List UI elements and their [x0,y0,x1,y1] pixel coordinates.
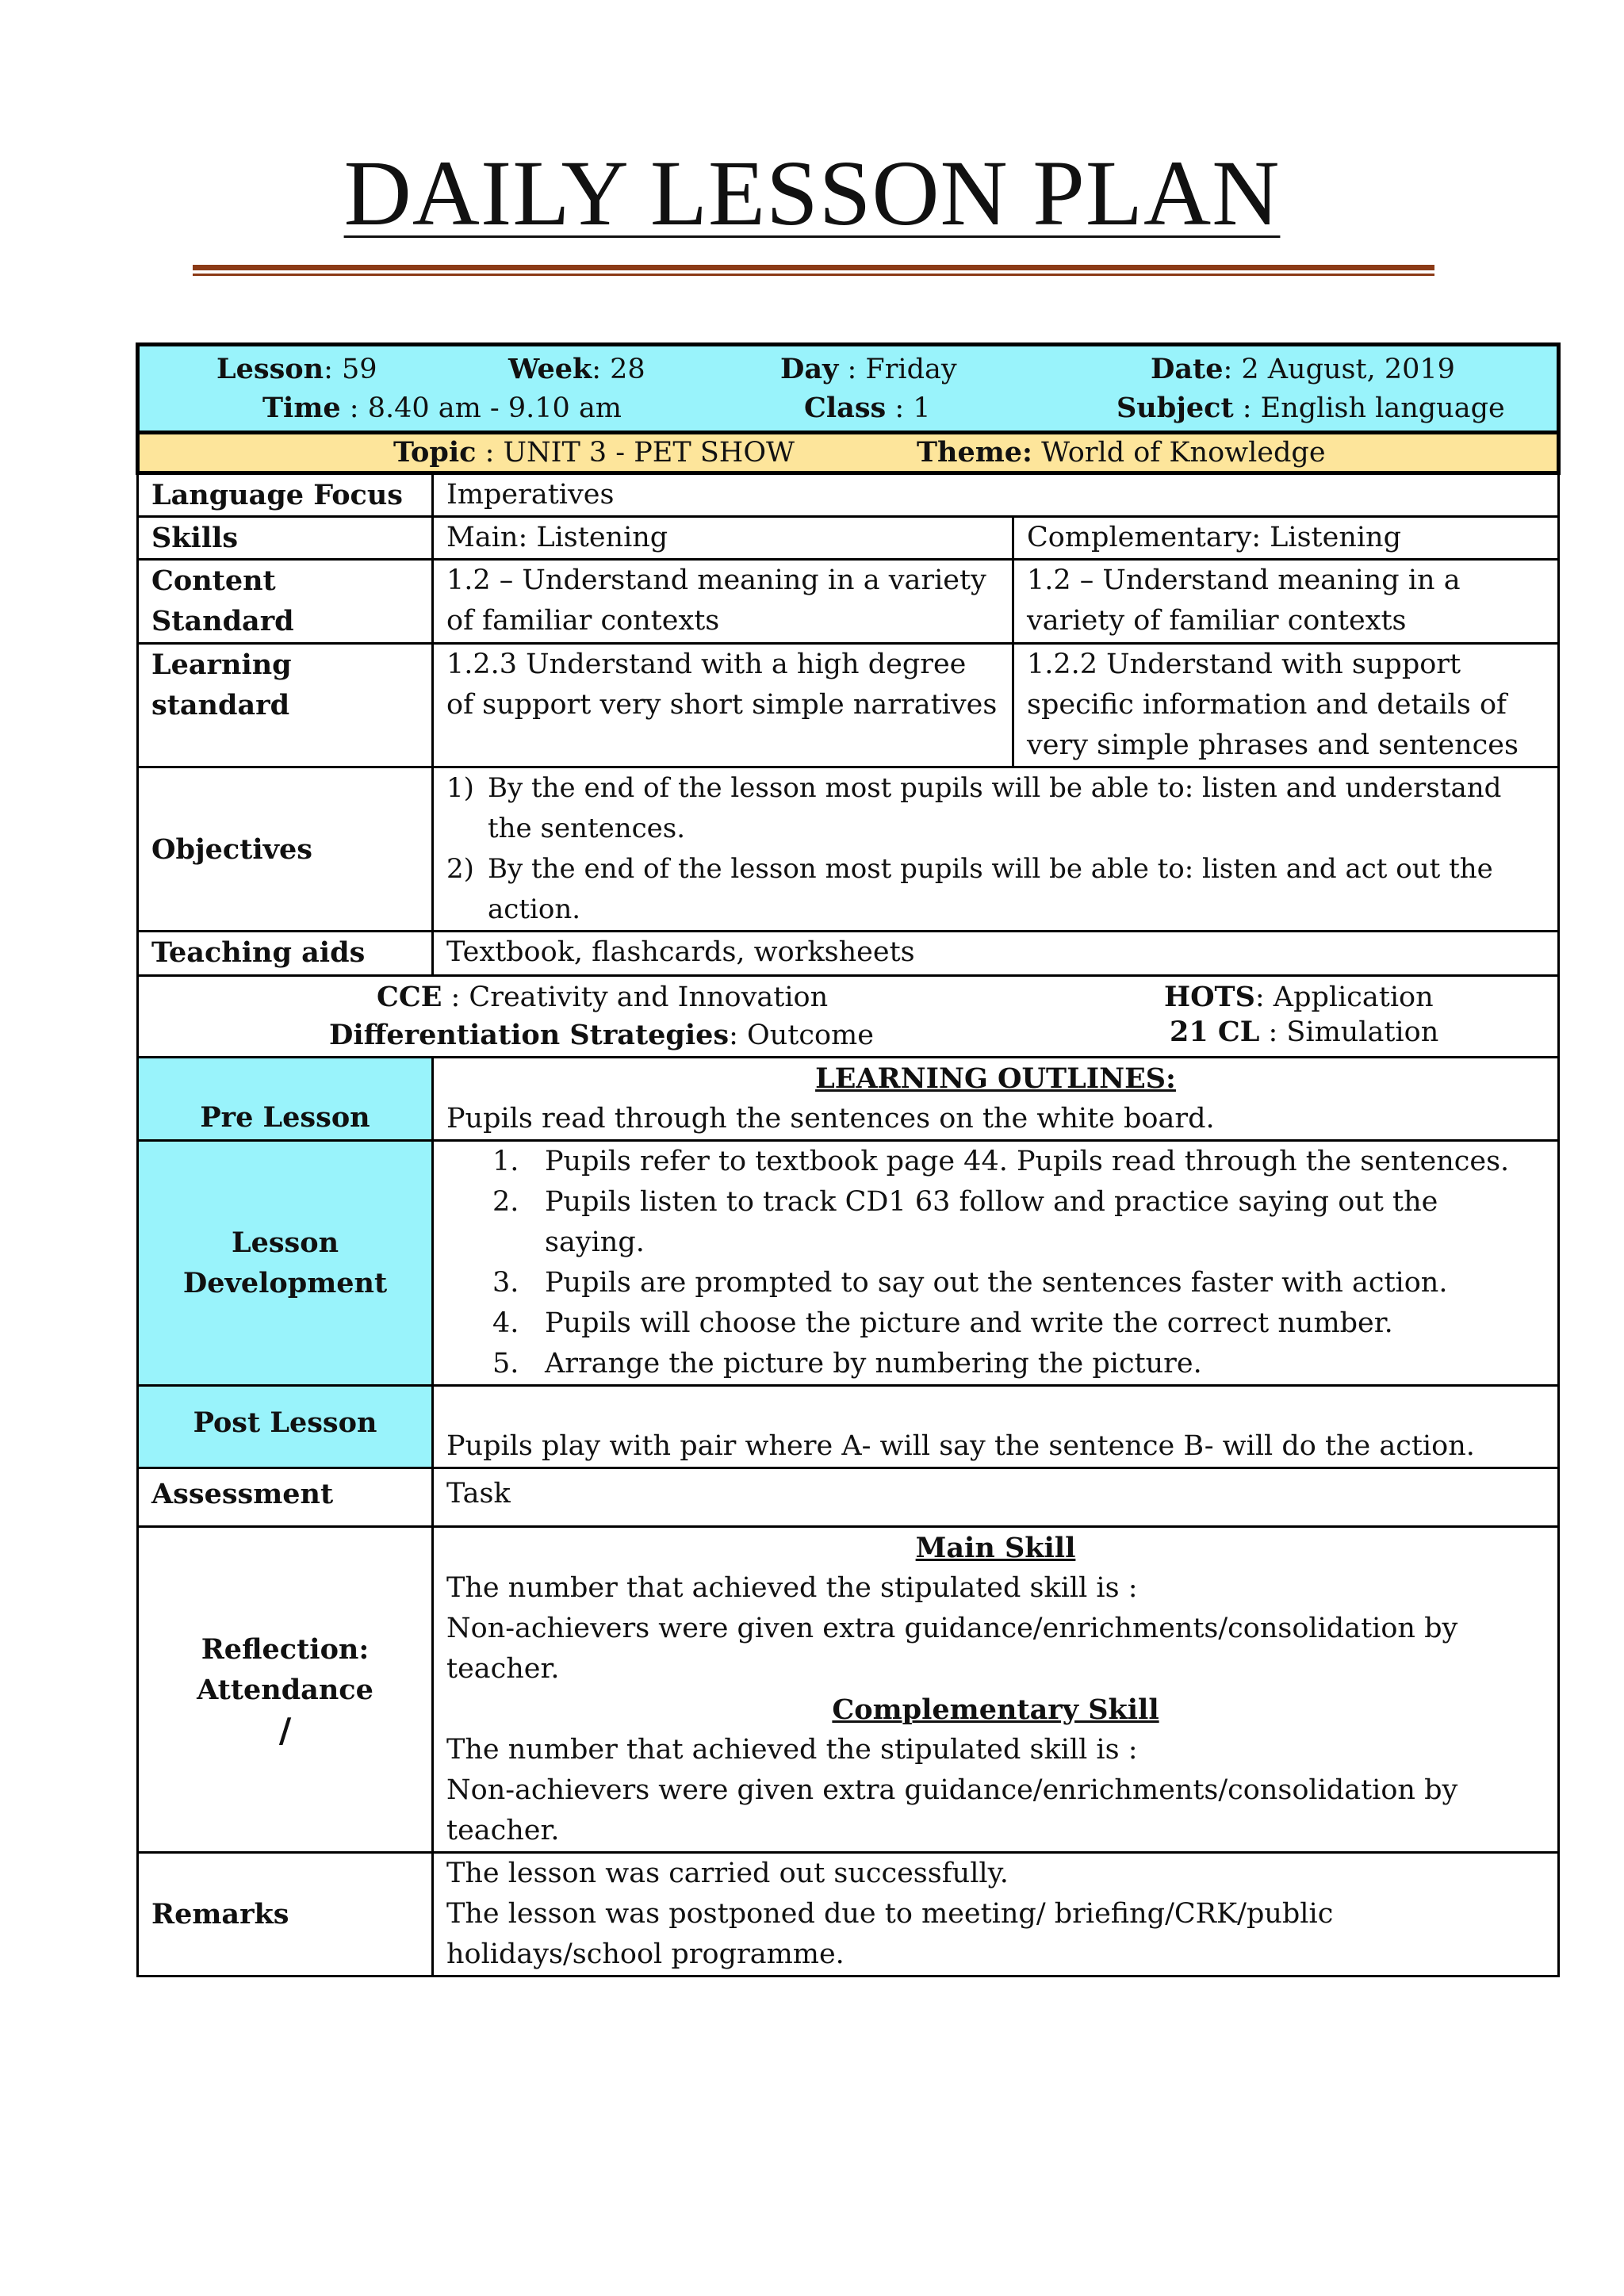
objective-item: 1) By the end of the lesson most pupils will be able to: listen and understand the sentences. [446,772,1502,844]
cce-cell [138,976,1559,1058]
teaching-aids-label: Teaching aids [138,932,433,976]
title-divider-thin [193,274,1434,276]
differentiation-field: Differentiation Strategies: Outcome [329,1019,874,1051]
date-field: Date: 2 August, 2019 [1151,353,1455,385]
complementary-skill-line2: Non-achievers were given extra guidance/enrichments/consolidation by teacher. [446,1774,1458,1846]
development-step: 4. Pupils will choose the picture and write the correct number. [492,1307,1393,1339]
development-step: 2. Pupils listen to track CD1 63 follow and practice saying out the saying. [492,1186,1438,1258]
main-skill-line1: The number that achieved the stipulated skill is : [446,1572,1138,1604]
remarks-line1: The lesson was carried out successfully. [446,1858,1009,1889]
pre-lesson-label: Pre Lesson [138,1058,433,1141]
development-step: 1. Pupils refer to textbook page 44. Pupils read through the sentences. [492,1146,1510,1177]
learning-standard-row [138,644,1559,767]
objectives-row [138,767,1559,932]
remarks-label: Remarks [138,1853,433,1976]
learning-standard-main: 1.2.3 Understand with a high degree of support very short simple narratives [433,644,1013,767]
topic-field: Topic : UNIT 3 - PET SHOW [393,436,795,469]
remarks-content [433,1853,1559,1976]
learning-outlines-heading: LEARNING OUTLINES: [815,1062,1176,1095]
pre-lesson-content [433,1058,1559,1141]
cce-field: CCE : Creativity and Innovation [377,981,829,1013]
day-field: Day : Friday [780,353,957,385]
main-skill-line2: Non-achievers were given extra guidance/enrichments/consolidation by teacher. [446,1613,1458,1685]
language-focus-row [138,473,1559,517]
assessment-value: Task [433,1468,1559,1527]
page-title: DAILY LESSON PLAN [343,141,1281,245]
reflection-row [138,1527,1559,1853]
assessment-label: Assessment [138,1468,433,1527]
objectives-label: Objectives [138,767,433,932]
post-lesson-label: Post Lesson [138,1386,433,1468]
title-divider [193,265,1434,270]
language-focus-value: Imperatives [433,473,1559,517]
hots-field: HOTS: Application [1164,981,1434,1013]
lesson-plan-table [136,342,1561,1977]
content-standard-complementary: 1.2 – Understand meaning in a variety of familiar contexts [1013,560,1559,644]
time-field: Time : 8.40 am - 9.10 am [262,392,622,424]
development-step: 3. Pupils are prompted to say out the sentences faster with action. [492,1267,1448,1299]
remarks-row [138,1853,1559,1976]
theme-field: Theme: World of Knowledge [917,436,1326,469]
lesson-development-label: Lesson Development [138,1141,433,1386]
topic-row [138,433,1559,473]
learning-standard-complementary: 1.2.2 Understand with support specific information and details of very simple phrases and sentences [1013,644,1559,767]
post-lesson-text: Pupils play with pair where A- will say the sentence B- will do the action. [433,1386,1559,1468]
complementary-skill-line1: The number that achieved the stipulated skill is : [446,1734,1138,1766]
teaching-aids-row [138,932,1559,976]
week-field: Week: 28 [508,353,645,385]
teaching-aids-value: Textbook, flashcards, worksheets [433,932,1559,976]
objectives-list [433,767,1559,932]
pre-lesson-row [138,1058,1559,1141]
reflection-label: Reflection: Attendance / [138,1527,433,1853]
post-lesson-row [138,1386,1559,1468]
objective-item: 2) By the end of the lesson most pupils will be able to: listen and act out the action. [446,853,1493,925]
lesson-field: Lesson: 59 [216,353,377,385]
content-standard-row [138,560,1559,644]
skills-main: Main: Listening [433,517,1013,560]
lesson-development-list [433,1141,1559,1386]
cce-row [138,976,1559,1058]
content-standard-label: Content Standard [138,560,433,644]
skills-complementary: Complementary: Listening [1013,517,1559,560]
topic-cell [138,433,1559,473]
learning-standard-label: Learning standard [138,644,433,767]
language-focus-label: Language Focus [138,473,433,517]
main-skill-heading: Main Skill [915,1532,1076,1564]
assessment-row [138,1468,1559,1527]
header-row [138,345,1559,433]
complementary-skill-heading: Complementary Skill [832,1693,1159,1726]
header-cell [138,345,1559,433]
remarks-line2: The lesson was postponed due to meeting/ briefing/CRK/public holidays/school programme. [446,1898,1334,1970]
pre-lesson-text: Pupils read through the sentences on the white board. [446,1103,1215,1135]
cl21-field: 21 CL : Simulation [1170,1016,1439,1048]
reflection-content [433,1527,1559,1853]
class-field: Class : 1 [804,392,931,424]
lesson-development-row [138,1141,1559,1386]
skills-row [138,517,1559,560]
development-step: 5. Arrange the picture by numbering the picture. [492,1348,1202,1380]
skills-label: Skills [138,517,433,560]
subject-field: Subject : English language [1116,392,1505,424]
content-standard-main: 1.2 – Understand meaning in a variety of familiar contexts [433,560,1013,644]
